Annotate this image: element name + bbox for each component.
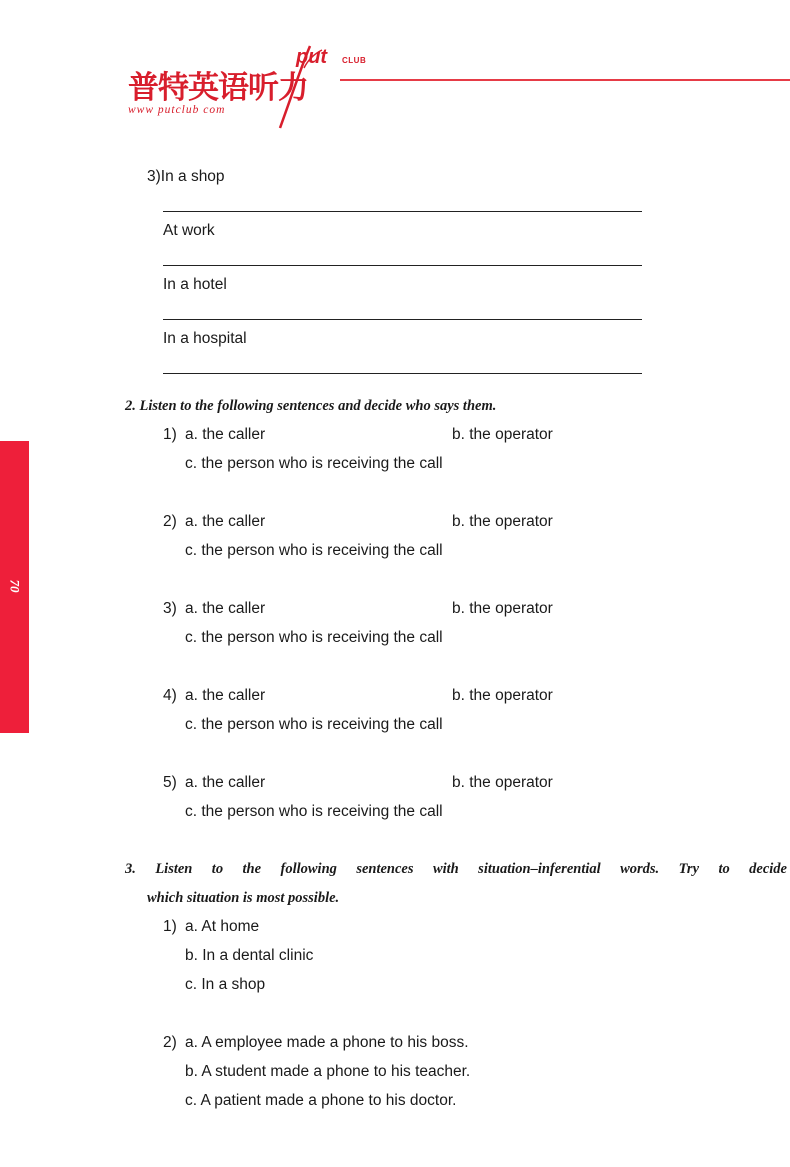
item-3-label: 3)In a shop [147, 168, 225, 185]
option-b: b. A student made a phone to his teacher. [185, 1063, 471, 1080]
logo-url: www putclub com [128, 104, 226, 116]
option-line: At work [163, 222, 215, 239]
section-3-heading-line-2: which situation is most possible. [147, 890, 340, 906]
question-number: 5) [163, 774, 177, 791]
logo-club: CLUB [342, 56, 367, 65]
option-line: In a hospital [163, 330, 247, 347]
option-c: c. In a shop [185, 976, 266, 993]
answer-blank [163, 373, 642, 374]
option-b: b. the operator [452, 600, 553, 617]
question-number: 4) [163, 687, 177, 704]
section-2-heading: 2. Listen to the following sentences and decide who says them. [125, 398, 497, 414]
question-number: 3) [163, 600, 177, 617]
option-a: a. the caller [185, 513, 266, 530]
answer-blank [163, 211, 642, 212]
answer-blank [163, 319, 642, 320]
logo-chinese-title: 普特英语听力 [128, 70, 308, 106]
option-b: b. the operator [452, 687, 553, 704]
option-c: c. the person who is receiving the call [185, 803, 443, 820]
logo-put: put [296, 46, 328, 68]
option-a: a. the caller [185, 600, 266, 617]
option-a: a. the caller [185, 774, 266, 791]
question-number: 1) [163, 426, 177, 443]
question-number: 1) [163, 918, 177, 935]
option-b: b. In a dental clinic [185, 947, 314, 964]
option-c: c. A patient made a phone to his doctor. [185, 1092, 457, 1109]
question-number: 2) [163, 1034, 177, 1051]
option-a: a. A employee made a phone to his boss. [185, 1034, 469, 1051]
option-a: a. the caller [185, 426, 266, 443]
header-rule [340, 79, 790, 81]
page-number: 70 [7, 579, 23, 593]
option-c: c. the person who is receiving the call [185, 542, 443, 559]
option-b: b. the operator [452, 513, 553, 530]
option-c: c. the person who is receiving the call [185, 455, 443, 472]
section-3-heading-line-1: 3. Listen to the following sentences with situation–inferential words. Try to decide [125, 861, 787, 877]
answer-blank [163, 265, 642, 266]
option-c: c. the person who is receiving the call [185, 629, 443, 646]
option-a: a. the caller [185, 687, 266, 704]
option-c: c. the person who is receiving the call [185, 716, 443, 733]
question-number: 2) [163, 513, 177, 530]
option-a: a. At home [185, 918, 260, 935]
option-b: b. the operator [452, 774, 553, 791]
option-line: In a hotel [163, 276, 227, 293]
option-b: b. the operator [452, 426, 553, 443]
